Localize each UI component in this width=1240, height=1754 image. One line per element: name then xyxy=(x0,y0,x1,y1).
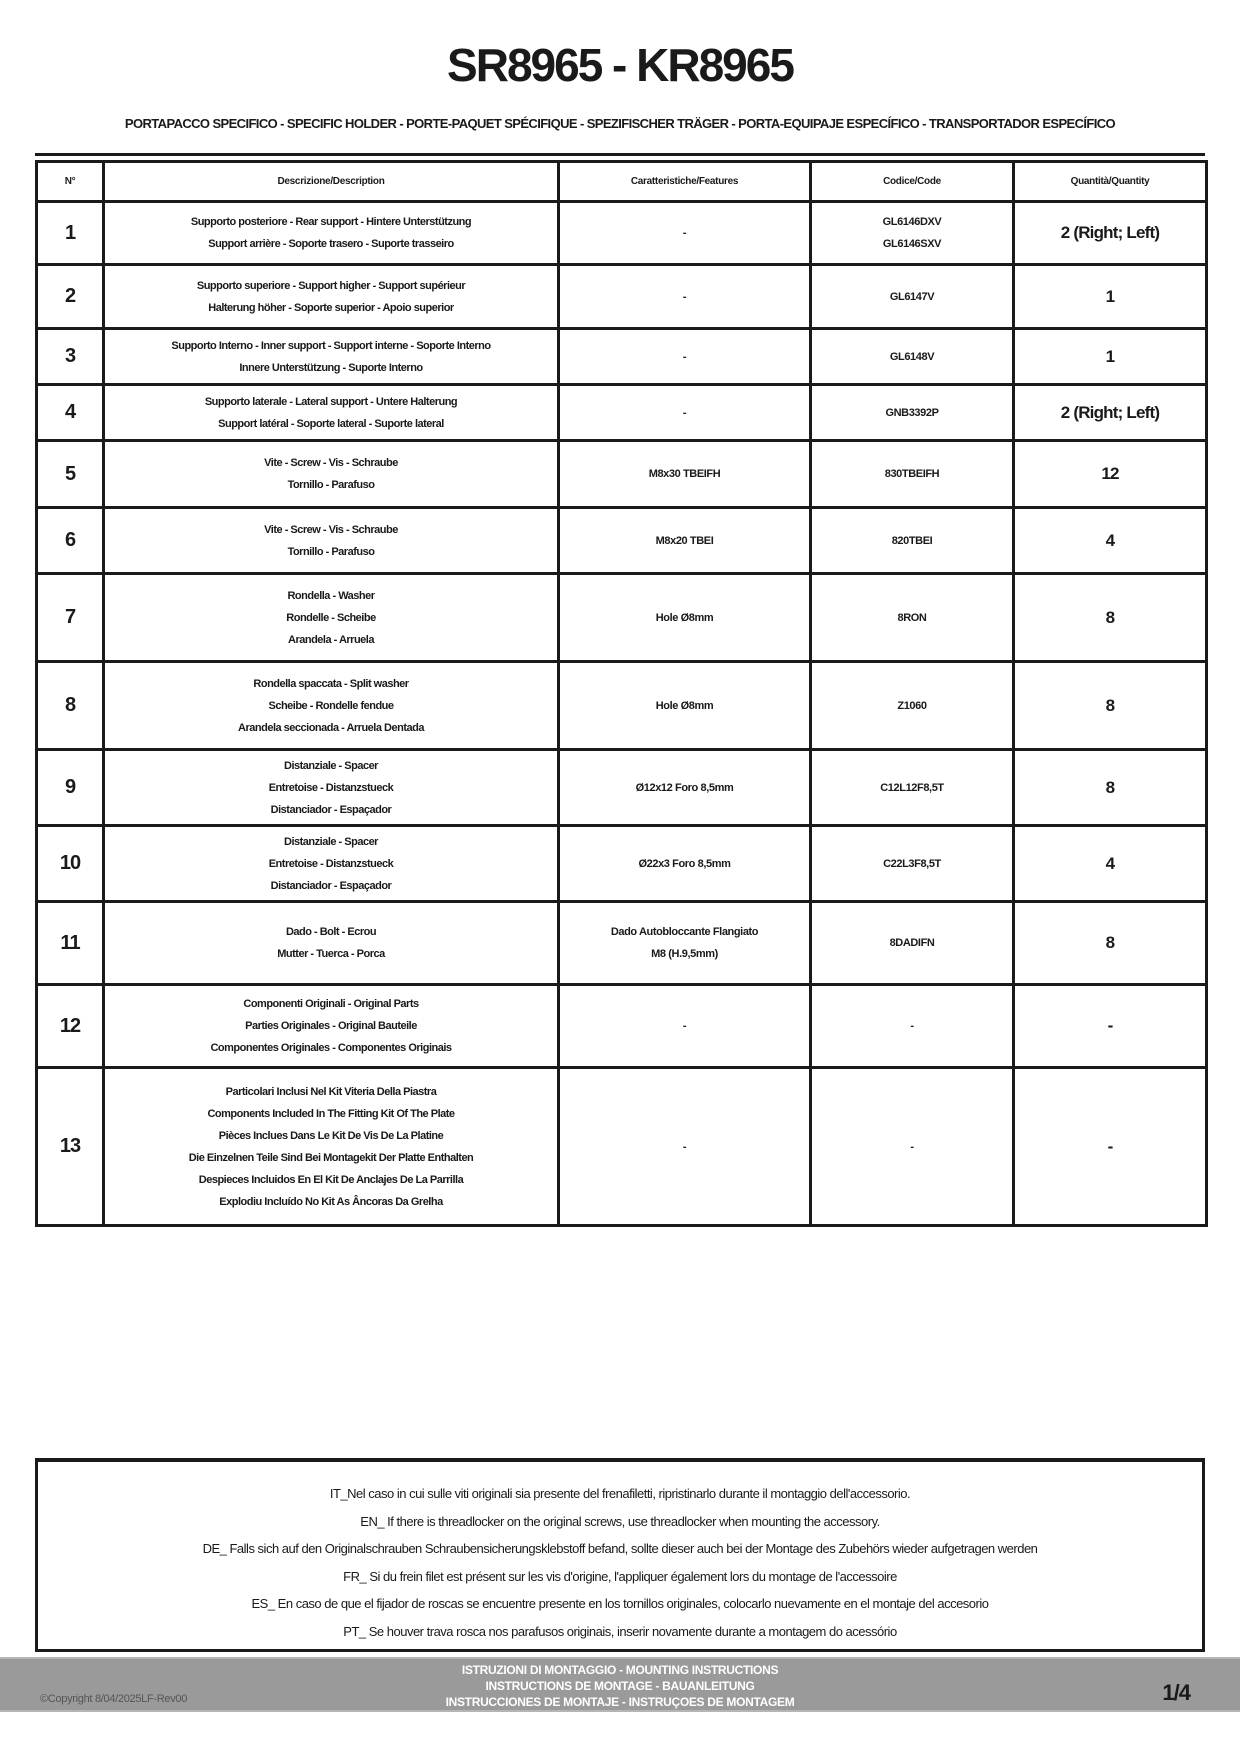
row-features xyxy=(559,385,811,441)
row-description xyxy=(104,574,559,662)
row-features-line: - xyxy=(682,227,687,239)
row-description-line: Particolari Inclusi Nel Kit Viteria Della Piastra xyxy=(225,1085,437,1098)
row-number: 3 xyxy=(37,329,104,385)
note-pt: PT_ Se houver trava rosca nos parafusos originais, inserir novamente durante a montagem do acessório xyxy=(343,1623,897,1639)
row-description-line: Mutter - Tuerca - Porca xyxy=(277,948,385,960)
row-features-line: Ø22x3 Foro 8,5mm xyxy=(638,857,731,870)
row-description-line: Die Einzelnen Teile Sind Bei Montagekit Der Platte Enthalten xyxy=(188,1151,474,1164)
row-description-line: Componentes Originales - Componentes Originais xyxy=(210,1042,452,1054)
row-code-line: GL6146SXV xyxy=(882,238,942,250)
row-code xyxy=(811,202,1014,265)
row-code xyxy=(811,662,1014,750)
row-description xyxy=(104,265,559,329)
row-description-line: Supporto posteriore - Rear support - Hintere Unterstützung xyxy=(190,216,472,228)
row-description-line: Despieces Incluidos En El Kit De Anclajes De La Parrilla xyxy=(198,1173,464,1186)
row-code xyxy=(811,574,1014,662)
row-code xyxy=(811,826,1014,902)
parts-table-body xyxy=(37,202,1207,1226)
copyright-text: ©Copyright 8/04/2025LF-Rev00 xyxy=(40,1693,188,1705)
row-description xyxy=(104,902,559,985)
row-features xyxy=(559,750,811,826)
table-row xyxy=(37,902,1207,985)
row-description-line: Dado - Bolt - Ecrou xyxy=(285,926,377,938)
row-description-line: Support arrière - Soporte trasero - Suporte trasseiro xyxy=(208,238,454,250)
row-description-line: Entretoise - Distanzstueck xyxy=(268,781,394,794)
row-features-line: - xyxy=(682,1140,687,1153)
row-features xyxy=(559,265,811,329)
row-quantity: 4 xyxy=(1014,826,1207,902)
row-quantity: 8 xyxy=(1014,662,1207,750)
row-description-line: Distanciador - Espaçador xyxy=(270,879,392,892)
row-code-line: 830TBEIFH xyxy=(884,468,940,480)
row-quantity: 8 xyxy=(1014,574,1207,662)
row-features-line: - xyxy=(682,350,687,363)
row-description xyxy=(104,826,559,902)
row-code-line: C12L12F8,5T xyxy=(880,781,944,794)
row-number: 9 xyxy=(37,750,104,826)
row-number: 8 xyxy=(37,662,104,750)
row-quantity: 8 xyxy=(1014,902,1207,985)
table-row xyxy=(37,329,1207,385)
row-quantity: 4 xyxy=(1014,508,1207,574)
row-description-line: Supporto laterale - Lateral support - Untere Halterung xyxy=(204,395,458,408)
row-description-line: Entretoise - Distanzstueck xyxy=(268,857,394,870)
row-description-line: Rondella - Washer xyxy=(287,589,375,602)
note-fr: FR_ Si du frein filet est présent sur les vis d'origine, l'appliquer également lors du montage de l'accessoire xyxy=(343,1568,897,1584)
row-code-line: GNB3392P xyxy=(885,406,939,419)
row-code-line: GL6147V xyxy=(889,290,935,303)
row-features xyxy=(559,662,811,750)
header-rule xyxy=(35,153,1205,156)
column-header-features: Caratteristiche/Features xyxy=(559,162,811,202)
row-features xyxy=(559,574,811,662)
row-description-line: Arandela - Arruela xyxy=(288,633,374,646)
row-description-line: Supporto Interno - Inner support - Support interne - Soporte Interno xyxy=(171,339,491,352)
row-description-line: Support latéral - Soporte lateral - Suporte lateral xyxy=(218,417,444,430)
row-description-line: Vite - Screw - Vis - Schraube xyxy=(264,523,398,536)
row-code-line: 8RON xyxy=(897,611,927,624)
document-subtitle: PORTAPACCO SPECIFICO - SPECIFIC HOLDER - PORTE-PAQUET SPÉCIFIQUE - SPEZIFISCHER TRÄGER - PORTA-EQUIPAJE ESPECÍFICO - TRANSPORTADOR ESPECÍFICO xyxy=(124,116,1116,131)
row-description-line: Vite - Screw - Vis - Schraube xyxy=(264,457,398,469)
row-description xyxy=(104,508,559,574)
row-features xyxy=(559,1068,811,1226)
row-description-line: Distanziale - Spacer xyxy=(284,835,378,848)
table-row xyxy=(37,1068,1207,1226)
row-code-line: C22L3F8,5T xyxy=(883,857,941,870)
row-quantity: 1 xyxy=(1014,329,1207,385)
row-description-line: Rondelle - Scheibe xyxy=(286,611,376,624)
row-number: 5 xyxy=(37,441,104,508)
row-quantity: 2 (Right; Left) xyxy=(1014,202,1207,265)
table-row xyxy=(37,202,1207,265)
table-row xyxy=(37,265,1207,329)
note-es: ES_ En caso de que el fijador de roscas se encuentre presente en los tornillos originales, colocarlo nuevamente en el montaje del accesorio xyxy=(251,1596,989,1611)
table-row xyxy=(37,985,1207,1068)
footer-instructions-line: ISTRUZIONI DI MONTAGGIO - MOUNTING INSTRUCTIONS xyxy=(461,1663,779,1677)
row-features xyxy=(559,826,811,902)
note-en: EN_ If there is threadlocker on the original screws, use threadlocker when mounting the accessory. xyxy=(360,1513,880,1529)
row-quantity: 2 (Right; Left) xyxy=(1014,385,1207,441)
row-description xyxy=(104,441,559,508)
row-code xyxy=(811,441,1014,508)
row-features-line: M8 (H.9,5mm) xyxy=(651,948,718,960)
row-description-line: Pièces Inclues Dans Le Kit De Vis De La Platine xyxy=(218,1129,444,1142)
row-features-line: - xyxy=(682,1020,687,1032)
note-it: IT_Nel caso in cui sulle viti originali sia presente del frenafiletti, ripristinarlo durante il montaggio dell'accessorio. xyxy=(329,1486,911,1501)
row-description-line: Components Included In The Fitting Kit Of The Plate xyxy=(207,1107,455,1120)
row-number: 13 xyxy=(37,1068,104,1226)
row-features-line: Dado Autobloccante Flangiato xyxy=(610,926,759,938)
row-description xyxy=(104,662,559,750)
row-features xyxy=(559,902,811,985)
row-code xyxy=(811,985,1014,1068)
row-features-line: Ø12x12 Foro 8,5mm xyxy=(635,781,734,794)
column-header-description: Descrizione/Description xyxy=(104,162,559,202)
row-code-line: 8DADIFN xyxy=(889,937,935,949)
row-code xyxy=(811,385,1014,441)
row-number: 11 xyxy=(37,902,104,985)
column-header-number: N° xyxy=(37,162,104,202)
row-features xyxy=(559,202,811,265)
row-description-line: Distanciador - Espaçador xyxy=(270,803,392,816)
table-row xyxy=(37,826,1207,902)
page-number: 1/4 xyxy=(1162,1680,1190,1705)
row-number: 7 xyxy=(37,574,104,662)
column-header-quantity: Quantità/Quantity xyxy=(1014,162,1207,202)
row-features-line: M8x20 TBEI xyxy=(655,534,714,547)
row-quantity: 8 xyxy=(1014,750,1207,826)
row-description-line: Halterung höher - Soporte superior - Apoio superior xyxy=(208,301,454,314)
row-description-line: Parties Originales - Original Bauteile xyxy=(245,1020,417,1032)
row-description xyxy=(104,329,559,385)
row-description xyxy=(104,750,559,826)
row-code xyxy=(811,750,1014,826)
row-code xyxy=(811,902,1014,985)
parts-table xyxy=(35,160,1208,1227)
footer-bar xyxy=(0,1657,1240,1712)
row-description xyxy=(104,202,559,265)
column-header-code: Codice/Code xyxy=(811,162,1014,202)
row-description-line: Tornillo - Parafuso xyxy=(287,545,375,558)
row-description-line: Tornillo - Parafuso xyxy=(287,479,375,491)
row-code xyxy=(811,265,1014,329)
row-description-line: Innere Unterstützung - Suporte Interno xyxy=(239,361,423,374)
row-features-line: Hole Ø8mm xyxy=(655,699,714,712)
row-description-line: Componenti Originali - Original Parts xyxy=(243,998,419,1010)
row-description xyxy=(104,1068,559,1226)
row-description xyxy=(104,385,559,441)
footer-instructions-line: INSTRUCTIONS DE MONTAGE - BAUANLEITUNG xyxy=(485,1679,755,1693)
row-quantity: - xyxy=(1014,1068,1207,1226)
row-quantity: - xyxy=(1014,985,1207,1068)
row-features xyxy=(559,329,811,385)
row-description-line: Scheibe - Rondelle fendue xyxy=(268,699,394,712)
row-code xyxy=(811,329,1014,385)
row-code-line: - xyxy=(910,1020,914,1032)
row-code-line: Z1060 xyxy=(897,699,927,712)
row-code-line: - xyxy=(910,1140,914,1153)
row-code xyxy=(811,1068,1014,1226)
row-number: 4 xyxy=(37,385,104,441)
row-number: 6 xyxy=(37,508,104,574)
row-code-line: 820TBEI xyxy=(891,534,933,547)
row-features-line: - xyxy=(682,406,687,419)
threadlocker-notes xyxy=(35,1458,1205,1652)
row-features-line: Hole Ø8mm xyxy=(655,611,714,624)
row-code xyxy=(811,508,1014,574)
row-code-line: GL6146DXV xyxy=(882,216,942,228)
table-row xyxy=(37,441,1207,508)
row-description-line: Rondella spaccata - Split washer xyxy=(253,677,409,690)
row-features xyxy=(559,441,811,508)
row-quantity: 12 xyxy=(1014,441,1207,508)
table-row xyxy=(37,385,1207,441)
table-row xyxy=(37,750,1207,826)
row-description-line: Arandela seccionada - Arruela Dentada xyxy=(238,721,424,734)
row-description-line: Supporto superiore - Support higher - Support supérieur xyxy=(196,279,466,292)
table-row xyxy=(37,508,1207,574)
table-header-row xyxy=(37,162,1207,202)
row-code-line: GL6148V xyxy=(889,350,935,363)
row-features-line: - xyxy=(682,290,687,303)
row-number: 10 xyxy=(37,826,104,902)
row-features xyxy=(559,985,811,1068)
row-features xyxy=(559,508,811,574)
row-number: 12 xyxy=(37,985,104,1068)
table-row xyxy=(37,574,1207,662)
table-row xyxy=(37,662,1207,750)
row-number: 2 xyxy=(37,265,104,329)
note-de: DE_ Falls sich auf den Originalschrauben Schraubensicherungsklebstoff befand, sollte dieser auch bei der Montage des Zubehörs wieder aufgetragen werden xyxy=(202,1541,1038,1556)
document-title: SR8965 - KR8965 xyxy=(447,39,793,91)
footer-instructions xyxy=(370,1662,870,1710)
row-description-line: Explodiu Incluído No Kit As Âncoras Da Grelha xyxy=(219,1195,443,1208)
row-features-line: M8x30 TBEIFH xyxy=(648,468,721,480)
row-description-line: Distanziale - Spacer xyxy=(284,759,378,772)
row-quantity: 1 xyxy=(1014,265,1207,329)
footer-instructions-line: INSTRUCCIONES DE MONTAJE - INSTRUÇOES DE MONTAGEM xyxy=(445,1695,795,1709)
row-description xyxy=(104,985,559,1068)
row-number: 1 xyxy=(37,202,104,265)
